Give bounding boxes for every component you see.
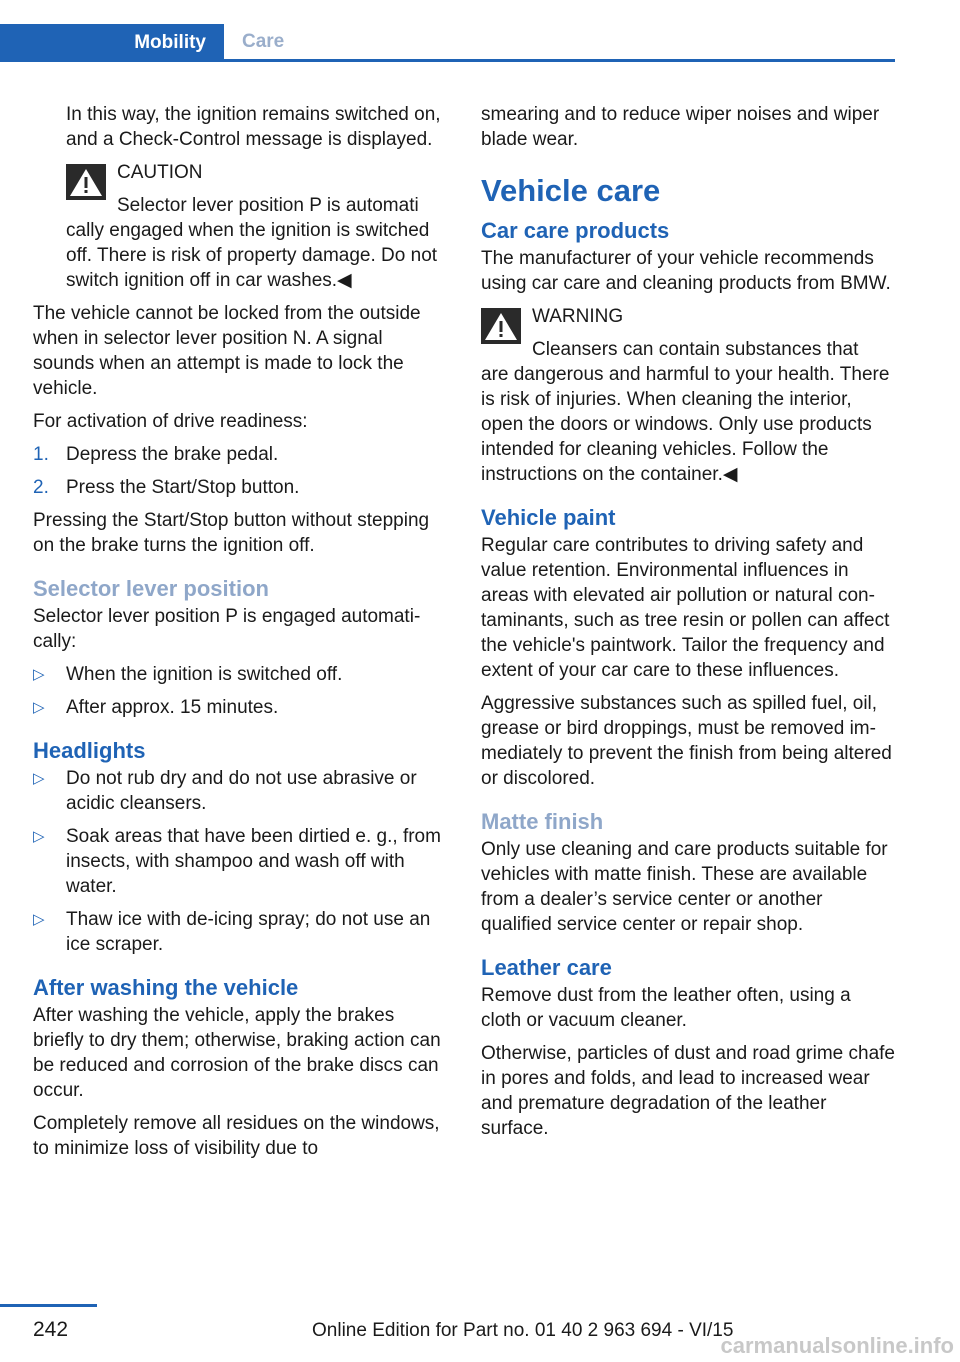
step-text: Depress the brake pedal. [66,444,279,465]
paragraph-brakes: After washing the vehicle, apply the brakes briefly to dry them; otherwise, braking action can be reduced and corrosion of the brake discs can occur. [33,1005,441,1101]
list-item-text: Thaw ice with de-icing spray; do not use an ice scraper. [66,909,431,955]
tab-mobility[interactable]: Mobility [0,24,224,62]
caution-line-1: Selector lever position P is automati [117,195,419,216]
paragraph-selector: Selector lever position P is engaged automatically: [33,606,421,652]
warning-box [481,304,896,487]
heading-car-care-products: Car care products [481,218,670,243]
paragraph-residues: Completely remove all residues on the windows, to minimize loss of visibility due to [33,1113,440,1159]
paragraph-aggressive: Aggressive substances such as spilled fuel, oil, grease or bird droppings, must be removed immediately to prevent the finish from being altered or discolored. [481,693,892,789]
warning-line-1: Cleansers can contain substances that [532,339,859,360]
list-item-text: After approx. 15 minutes. [66,697,279,718]
list-item-text: Soak areas that have been dirtied e. g., from insects, with shampoo and wash off with water. [66,826,441,897]
list-item [33,824,448,899]
selector-list [33,662,448,720]
step-number: 1. [33,444,49,465]
warning-text: are dangerous and harmful to your health. There is risk of injuries. When cleaning the interior, open the doors or windows. Only use products intended for cleaning vehicles. Follow the instructions on the container.◀ [481,364,890,485]
tab-care[interactable]: Care [242,30,285,52]
watermark: carmanualsonline.info [720,1333,954,1358]
paragraph-matte: Only use cleaning and care products suitable for vehicles with matte finish. These are available from a dealer’s service center or another qualified service center or repair shop. [481,839,888,935]
paragraph-ignition: In this way, the ignition remains switched on, and a Check-Control message is displayed. [66,104,441,150]
list-item [33,475,448,500]
heading-leather-care: Leather care [481,955,612,980]
warning-triangle-icon [481,308,521,344]
caution-text: cally engaged when the ignition is switched off. There is risk of property damage. Do not switch ignition off in car washes.◀ [66,220,438,291]
triangle-bullet-icon: ▷ [33,770,45,787]
list-item-text: When the ignition is switched off. [66,664,343,685]
footer-rule [0,1304,97,1307]
triangle-bullet-icon: ▷ [33,911,45,928]
list-item [33,662,448,687]
section-tabbar [0,24,895,62]
triangle-bullet-icon: ▷ [33,666,45,683]
list-item [33,766,448,816]
left-column [33,102,448,1169]
heading-after-washing: After washing the vehicle [33,975,299,1000]
paragraph-paint-care: Regular care contributes to driving safety and value retention. Environmental influences in areas with elevated air pollution or natural contaminants, such as tree resin or pollen can affect the vehicle's paintwork. Tailor the frequency and extent of your car care to these influences. [481,535,890,681]
list-item [33,442,448,467]
warning-title: WARNING [532,306,624,327]
paragraph-leather-wear: Otherwise, particles of dust and road grime chafe in pores and folds, and lead to increased wear and premature degradation of the leather surface. [481,1043,895,1139]
list-item-text: Do not rub dry and do not use abrasive or acidic cleansers. [66,768,417,814]
paragraph-locking: The vehicle cannot be locked from the outside when in selector lever position N. A signal sounds when an attempt is made to lock the vehicle. [33,303,421,399]
step-number: 2. [33,477,49,498]
heading-vehicle-paint: Vehicle paint [481,505,616,530]
list-item [33,695,448,720]
warning-triangle-icon [66,164,106,200]
paragraph-products: The manufacturer of your vehicle recommends using car care and cleaning products from BMW. [481,248,891,294]
edition-note: Online Edition for Part no. 01 40 2 963 694 - VI/15 [312,1320,734,1341]
paragraph-wiper: smearing and to reduce wiper noises and wiper blade wear. [481,104,880,150]
heading-matte-finish: Matte finish [481,809,604,834]
caution-title: CAUTION [117,162,203,183]
headlights-list [33,766,448,957]
step-text: Press the Start/Stop button. [66,477,300,498]
page-number: 242 [33,1318,69,1341]
steps-list [33,442,448,500]
triangle-bullet-icon: ▷ [33,699,45,716]
heading-headlights: Headlights [33,738,146,763]
paragraph-start-stop: Pressing the Start/Stop button without stepping on the brake turns the ignition off. [33,510,430,556]
triangle-bullet-icon: ▷ [33,828,45,845]
right-column [481,102,896,1149]
caution-box [66,160,448,293]
heading-selector-lever: Selector lever position [33,576,269,601]
paragraph-leather-dust: Remove dust from the leather often, using a cloth or vacuum cleaner. [481,985,851,1031]
heading-vehicle-care: Vehicle care [481,173,661,208]
tabbar-rule [0,59,895,62]
paragraph-activation: For activation of drive readiness: [33,411,308,432]
list-item [33,907,448,957]
